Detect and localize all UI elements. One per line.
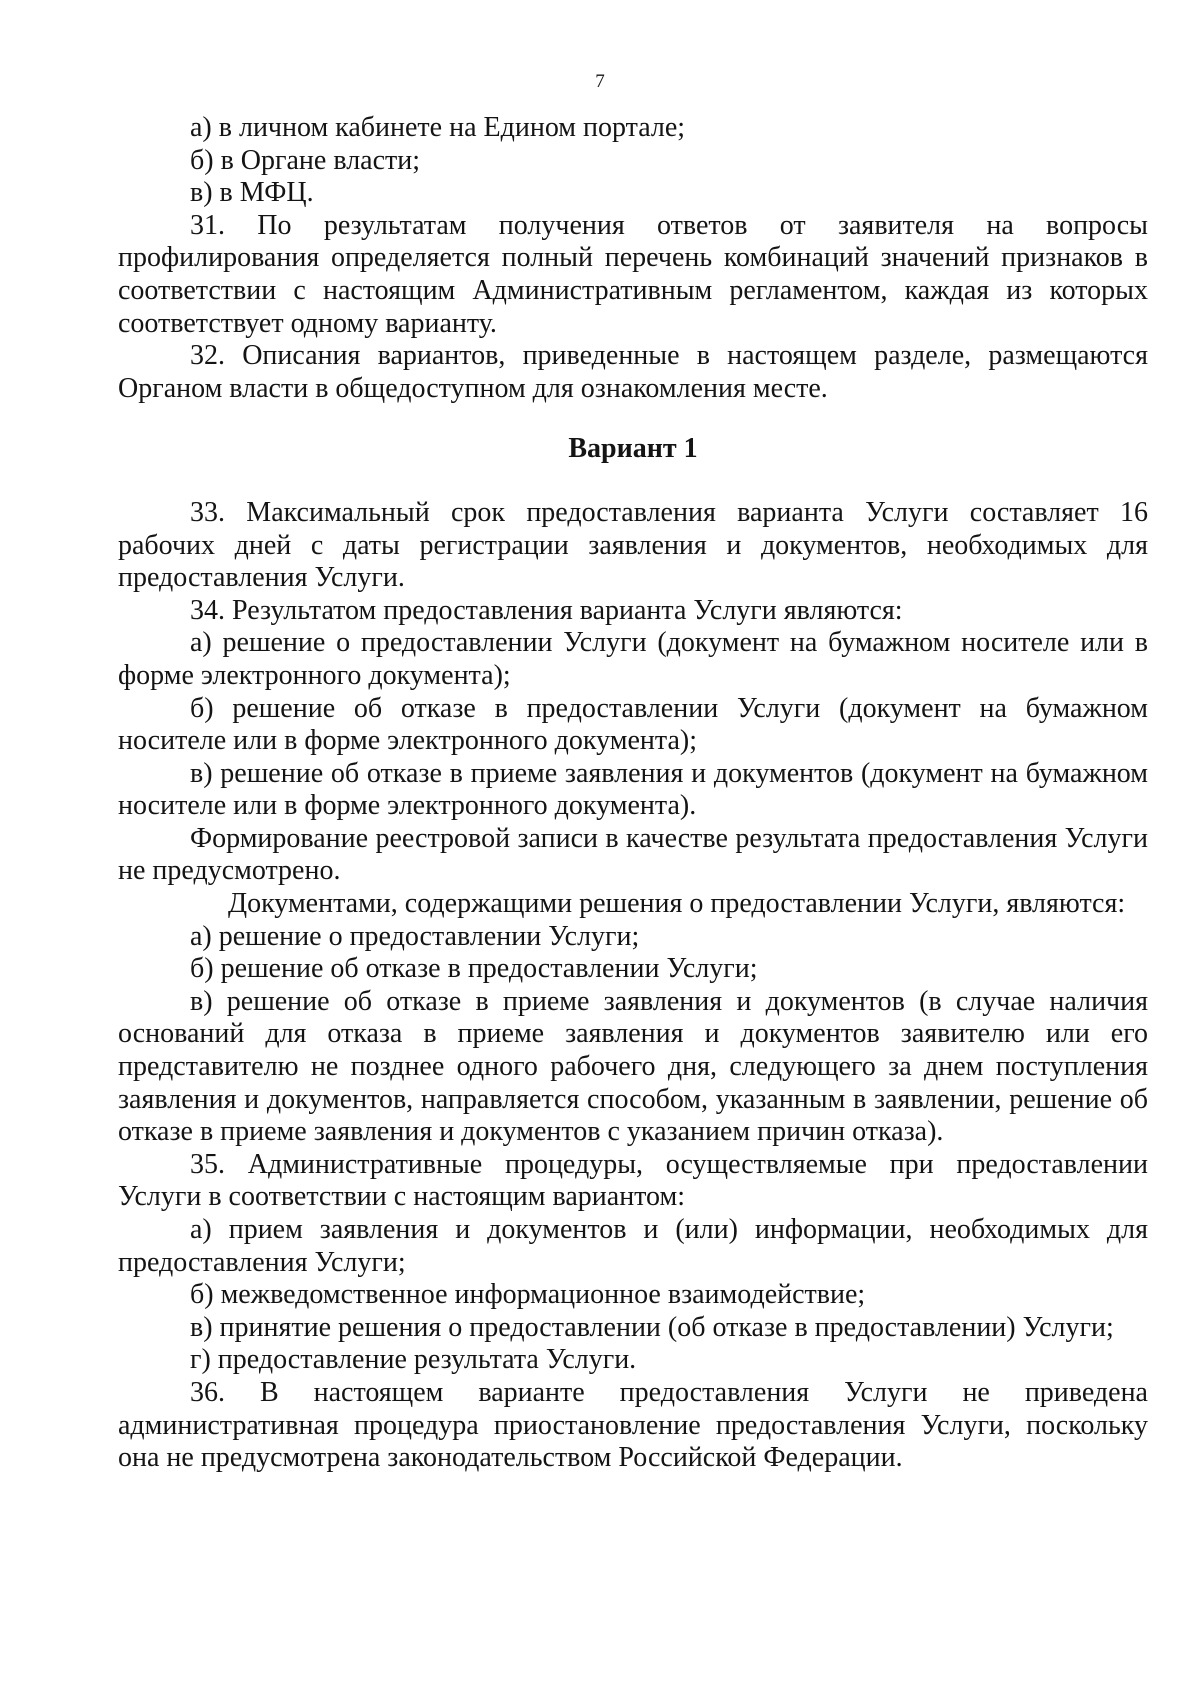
paragraph-decision-documents: Документами, содержащими решения о предоставлении Услуги, являются: <box>228 888 1126 920</box>
paragraph-item-a-cabinet: а) в личном кабинете на Едином портале; <box>190 112 686 143</box>
paragraph-procedure-a: а) прием заявления и документов и (или) информации, необходимых для предоставления Услуги; <box>118 1214 1148 1278</box>
paragraph-item-v-mfc: в) в МФЦ. <box>190 177 314 209</box>
paragraph-procedure-b: б) межведомственное информационное взаимодействие; <box>190 1279 866 1311</box>
paragraph-registry-note: Формирование реестровой записи в качестве результата предоставления Услуги не предусмотрено. <box>118 822 1148 887</box>
paragraph-clause-35: 35. Административные процедуры, осуществляемые при предоставлении Услуги в соответствии с настоящим вариантом: <box>118 1148 1148 1213</box>
paragraph-result-b: б) решение об отказе в предоставлении Услуги (документ на бумажном носителе или в форме электронного документа); <box>118 692 1148 757</box>
section-heading-variant-1: Вариант 1 <box>568 433 698 465</box>
paragraph-item-b-authority: б) в Органе власти; <box>190 144 421 176</box>
paragraph-decision-a: а) решение о предоставлении Услуги; <box>190 920 640 952</box>
paragraph-procedure-g: г) предоставление результата Услуги. <box>190 1344 637 1376</box>
paragraph-clause-34: 34. Результатом предоставления варианта Услуги являются: <box>190 594 903 626</box>
document-body <box>118 112 1148 1475</box>
paragraph-clause-33: 33. Максимальный срок предоставления варианта Услуги составляет 16 рабочих дней с даты регистрации заявления и документов, необходимых для предоставления Услуги. <box>118 496 1148 594</box>
paragraph-procedure-v: в) принятие решения о предоставлении (об отказе в предоставлении) Услуги; <box>190 1311 1114 1343</box>
paragraph-result-v: в) решение об отказе в приеме заявления и документов (документ на бумажном носителе или в форме электронного документа). <box>118 757 1148 822</box>
paragraph-decision-b: б) решение об отказе в предоставлении Услуги; <box>190 953 758 985</box>
paragraph-clause-31: 31. По результатам получения ответов от заявителя на вопросы профилирования определяется полный перечень комбинаций значений признаков в соответствии с настоящим Административным регламентом, каждая из которых соответствует одному варианту. <box>118 209 1148 339</box>
paragraph-clause-32: 32. Описания вариантов, приведенные в настоящем разделе, размещаются Органом власти в общедоступном для ознакомления месте. <box>118 340 1148 404</box>
paragraph-clause-36: 36. В настоящем варианте предоставления Услуги не приведена административная процедура приостановление предоставления Услуги, поскольку она не предусмотрена законодательством Российской Федерации. <box>118 1376 1148 1474</box>
paragraph-result-a: а) решение о предоставлении Услуги (документ на бумажном носителе или в форме электронного документа); <box>118 627 1148 691</box>
paragraph-decision-v: в) решение об отказе в приеме заявления и документов (в случае наличия оснований для отказа в приеме заявления и документов заявителю или его представителю не позднее одного рабочего дня, следующего за днем поступления заявления и документов, направляется способом, указанным в заявлении, решение об отказе в приеме заявления и документов с указанием причин отказа). <box>118 985 1148 1148</box>
page-number: 7 <box>595 71 605 92</box>
